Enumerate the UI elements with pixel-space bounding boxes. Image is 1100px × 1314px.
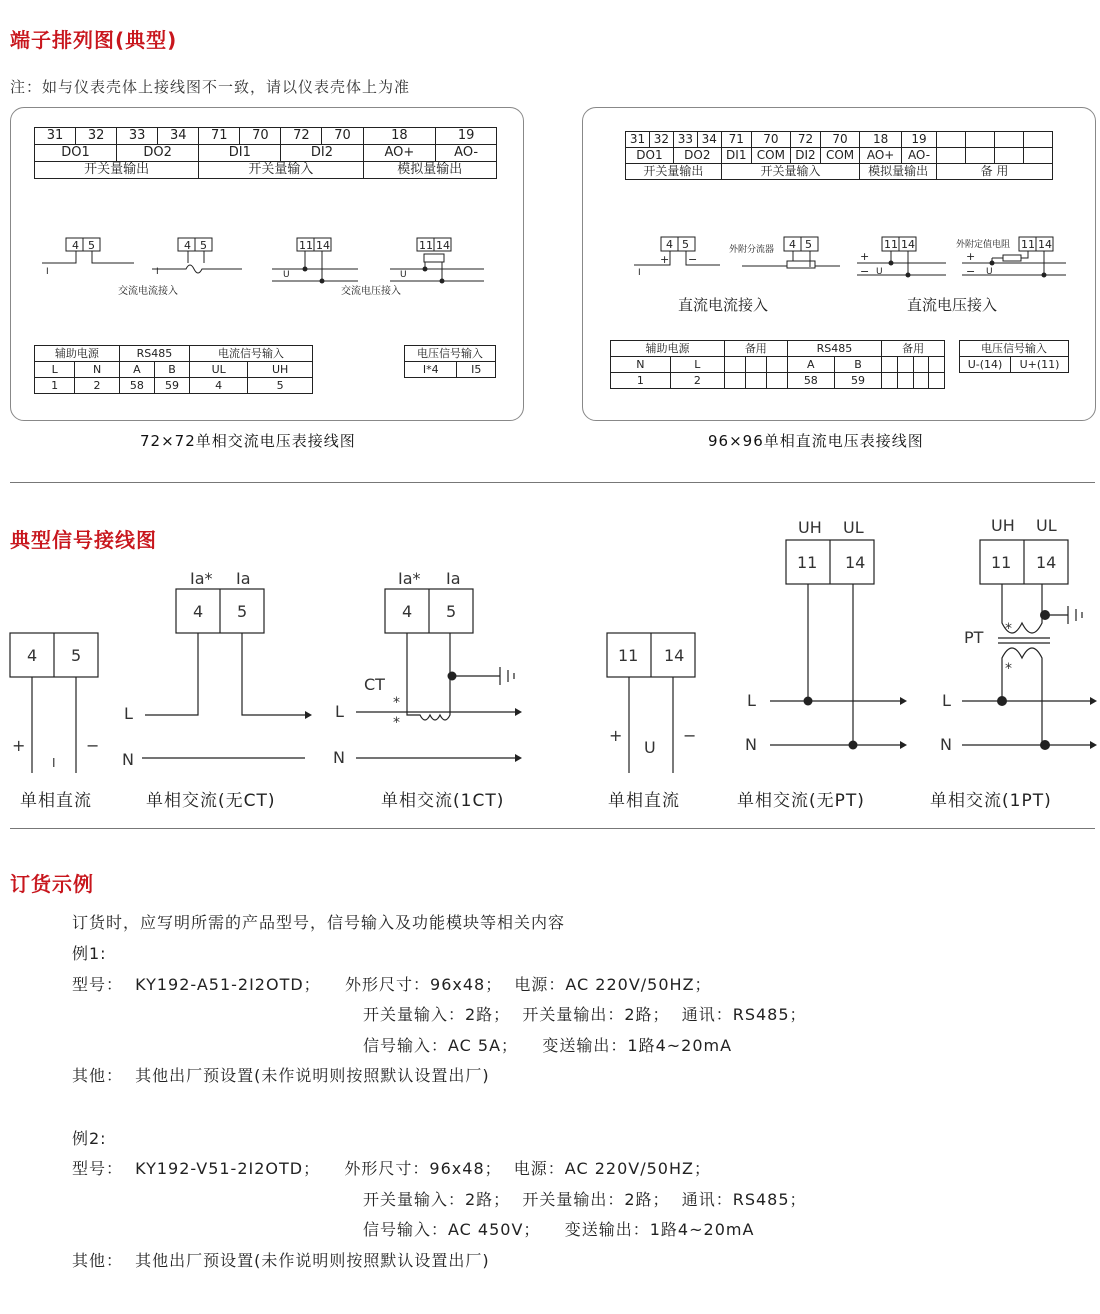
aux-cell: 5 bbox=[248, 378, 313, 394]
svg-text:+: + bbox=[12, 736, 26, 755]
terminal-name-ao-plus: AO+ bbox=[363, 145, 436, 162]
svg-text:N: N bbox=[122, 750, 134, 769]
aux-cell: 2 bbox=[75, 378, 119, 394]
svg-text:N: N bbox=[940, 735, 952, 754]
diagram-label-ac-no-pt: 单相交流(无PT) bbox=[737, 791, 865, 811]
panel1-aux-table bbox=[34, 345, 313, 394]
rs485-header: RS485 bbox=[787, 341, 881, 357]
section-title-terminals: 端子排列图(典型) bbox=[10, 28, 178, 52]
svg-text:11: 11 bbox=[618, 646, 639, 665]
panel2-caption: 96×96单相直流电压表接线图 bbox=[708, 432, 924, 450]
svg-text:5: 5 bbox=[805, 238, 812, 251]
example2-io-line: 开关量输入：2路； 开关量输出：2路； 通讯：RS485； bbox=[363, 1190, 807, 1209]
svg-text:N: N bbox=[333, 748, 345, 767]
svg-text:U: U bbox=[986, 267, 993, 277]
svg-text:CT: CT bbox=[364, 675, 385, 694]
terminal-spare bbox=[966, 132, 995, 148]
svg-text:+: + bbox=[860, 250, 870, 263]
voltage-cell: I5 bbox=[457, 362, 496, 378]
aux-power-header: 辅助电源 bbox=[35, 346, 120, 362]
terminal-72: 72 bbox=[281, 128, 322, 145]
svg-text:U: U bbox=[644, 738, 656, 757]
aux-cell: 4 bbox=[190, 378, 248, 394]
panel2-aux-table bbox=[610, 340, 945, 389]
aux-cell bbox=[766, 357, 787, 373]
p2-dc-voltage-label: 直流电压接入 bbox=[907, 296, 998, 314]
terminal-name-ao-plus: AO+ bbox=[860, 148, 902, 164]
d1-term-4: 4 bbox=[27, 646, 38, 665]
svg-text:4: 4 bbox=[402, 602, 413, 621]
aux-cell: UH bbox=[248, 362, 313, 378]
svg-text:4: 4 bbox=[789, 238, 796, 251]
order-intro: 订货时，应写明所需的产品型号，信号输入及功能模块等相关内容 bbox=[72, 913, 566, 932]
svg-text:*: * bbox=[1005, 621, 1012, 637]
svg-text:11: 11 bbox=[991, 553, 1012, 572]
aux-cell: 59 bbox=[834, 373, 881, 389]
divider bbox=[10, 828, 1095, 829]
voltage-cell: I*4 bbox=[405, 362, 457, 378]
spare-header-2: 备用 bbox=[882, 341, 945, 357]
svg-text:L: L bbox=[335, 702, 344, 721]
svg-text:4: 4 bbox=[193, 602, 204, 621]
terminal-name-do1: DO1 bbox=[626, 148, 674, 164]
terminal-spare bbox=[937, 132, 966, 148]
terminal-33: 33 bbox=[673, 132, 697, 148]
terminal-note: 注：如与仪表壳体上接线图不一致，请以仪表壳体上为准 bbox=[10, 78, 411, 96]
p1-ac-current-label: 交流电流接入 bbox=[118, 286, 178, 297]
aux-cell: B bbox=[834, 357, 881, 373]
svg-text:I: I bbox=[46, 267, 49, 277]
terminal-name-di2: DI2 bbox=[790, 148, 820, 164]
svg-text:11: 11 bbox=[299, 239, 313, 252]
diagram-label-dc-current: 单相直流 bbox=[20, 791, 92, 811]
example2-model-line: 型号： KY192-V51-2I2OTD； 外形尺寸：96x48； 电源：AC 220V/50HZ； bbox=[72, 1159, 711, 1178]
aux-cell bbox=[897, 357, 913, 373]
aux-cell: 1 bbox=[611, 373, 671, 389]
aux-cell bbox=[724, 373, 745, 389]
aux-cell: N bbox=[611, 357, 671, 373]
aux-cell bbox=[913, 357, 929, 373]
diagram-label-dc-voltage: 单相直流 bbox=[608, 791, 680, 811]
svg-text:*: * bbox=[393, 715, 400, 731]
d1-term-5: 5 bbox=[71, 646, 82, 665]
svg-text:5: 5 bbox=[682, 238, 689, 251]
svg-text:11: 11 bbox=[884, 238, 898, 251]
aux-cell: N bbox=[75, 362, 119, 378]
terminal-31: 31 bbox=[626, 132, 650, 148]
svg-text:14: 14 bbox=[436, 239, 450, 252]
aux-cell bbox=[882, 357, 898, 373]
panel2-terminal-table bbox=[625, 131, 1053, 180]
aux-cell bbox=[897, 373, 913, 389]
group-analog-output: 模拟量输出 bbox=[860, 164, 937, 180]
panel1-terminal-table bbox=[34, 127, 497, 179]
terminal-name-di2: DI2 bbox=[281, 145, 363, 162]
terminal-name-di1: DI1 bbox=[199, 145, 281, 162]
svg-text:Ia*: Ia* bbox=[398, 569, 421, 588]
terminal-spare bbox=[937, 148, 966, 164]
example1-signal-line: 信号输入：AC 5A； 变送输出：1路4~20mA bbox=[363, 1036, 733, 1055]
group-analog-output: 模拟量输出 bbox=[363, 162, 497, 179]
svg-text:L: L bbox=[747, 691, 756, 710]
group-spare: 备 用 bbox=[937, 164, 1053, 180]
terminal-70: 70 bbox=[240, 128, 281, 145]
example1-label: 例1: bbox=[72, 944, 107, 963]
svg-text:14: 14 bbox=[316, 239, 330, 252]
aux-power-header: 辅助电源 bbox=[611, 341, 725, 357]
example1-io-line: 开关量输入：2路； 开关量输出：2路； 通讯：RS485； bbox=[363, 1005, 807, 1024]
terminal-name-ao-minus: AO- bbox=[902, 148, 937, 164]
example1-other: 其他： 其他出厂预设置(未作说明则按照默认设置出厂) bbox=[72, 1066, 490, 1085]
aux-cell: L bbox=[35, 362, 75, 378]
terminal-name-di1: DI1 bbox=[721, 148, 751, 164]
terminal-34: 34 bbox=[697, 132, 721, 148]
panel2-voltage-table bbox=[959, 340, 1069, 373]
svg-text:Ia*: Ia* bbox=[190, 569, 213, 588]
svg-text:4: 4 bbox=[184, 239, 191, 252]
svg-text:5: 5 bbox=[237, 602, 248, 621]
terminal-spare bbox=[1024, 132, 1053, 148]
svg-text:UL: UL bbox=[843, 518, 864, 537]
terminal-name-com1: COM bbox=[751, 148, 790, 164]
voltage-input-header: 电压信号输入 bbox=[960, 341, 1069, 357]
panel2-wiring-svg bbox=[582, 225, 1094, 287]
svg-text:14: 14 bbox=[664, 646, 685, 665]
aux-cell bbox=[766, 373, 787, 389]
svg-text:UH: UH bbox=[798, 518, 822, 537]
aux-cell bbox=[724, 357, 745, 373]
svg-text:11: 11 bbox=[1021, 238, 1035, 251]
svg-text:11: 11 bbox=[797, 553, 818, 572]
terminal-spare bbox=[1024, 148, 1053, 164]
svg-text:4: 4 bbox=[72, 239, 79, 252]
spare-header: 备用 bbox=[724, 341, 787, 357]
panel1-voltage-table bbox=[404, 345, 496, 378]
aux-cell: 58 bbox=[787, 373, 834, 389]
p2-shunt-label: 外附分流器 bbox=[729, 245, 775, 255]
aux-cell bbox=[882, 373, 898, 389]
terminal-72: 72 bbox=[790, 132, 820, 148]
aux-cell bbox=[929, 357, 945, 373]
terminal-name-com2: COM bbox=[820, 148, 859, 164]
svg-text:UL: UL bbox=[1036, 516, 1057, 535]
terminal-name-do2: DO2 bbox=[673, 148, 721, 164]
example2-signal-line: 信号输入：AC 450V； 变送输出：1路4~20mA bbox=[363, 1220, 755, 1239]
svg-text:PT: PT bbox=[964, 628, 984, 647]
aux-cell bbox=[745, 373, 766, 389]
aux-cell: B bbox=[154, 362, 189, 378]
voltage-cell: U+(11) bbox=[1011, 357, 1069, 373]
terminal-name-do1: DO1 bbox=[35, 145, 117, 162]
panel1-wiring-svg bbox=[10, 225, 522, 305]
svg-text:I: I bbox=[52, 756, 56, 770]
terminal-71: 71 bbox=[721, 132, 751, 148]
svg-text:U: U bbox=[283, 270, 290, 280]
terminal-33: 33 bbox=[117, 128, 158, 145]
aux-cell: L bbox=[670, 357, 724, 373]
svg-text:*: * bbox=[1005, 661, 1012, 677]
terminal-71: 71 bbox=[199, 128, 240, 145]
section-title-order: 订货示例 bbox=[10, 872, 94, 896]
aux-cell: A bbox=[787, 357, 834, 373]
svg-text:I: I bbox=[156, 267, 159, 277]
svg-text:I: I bbox=[638, 268, 641, 278]
group-switch-input: 开关量输入 bbox=[721, 164, 859, 180]
svg-text:11: 11 bbox=[419, 239, 433, 252]
example1-model-line: 型号： KY192-A51-2I2OTD； 外形尺寸：96x48； 电源：AC 220V/50HZ； bbox=[72, 975, 712, 994]
terminal-spare bbox=[995, 132, 1024, 148]
terminal-34: 34 bbox=[158, 128, 199, 145]
svg-text:U: U bbox=[876, 267, 883, 277]
aux-cell: A bbox=[119, 362, 154, 378]
aux-cell bbox=[913, 373, 929, 389]
current-input-header: 电流信号输入 bbox=[190, 346, 313, 362]
svg-text:UH: UH bbox=[991, 516, 1015, 535]
p1-ac-voltage-label: 交流电压接入 bbox=[341, 286, 401, 297]
svg-text:L: L bbox=[124, 704, 133, 723]
svg-text:−: − bbox=[966, 265, 976, 278]
svg-text:−: − bbox=[86, 736, 100, 755]
svg-text:4: 4 bbox=[666, 238, 673, 251]
aux-cell: 2 bbox=[670, 373, 724, 389]
voltage-cell: U-(14) bbox=[960, 357, 1011, 373]
terminal-name-do2: DO2 bbox=[117, 145, 199, 162]
svg-text:5: 5 bbox=[446, 602, 457, 621]
aux-cell: 1 bbox=[35, 378, 75, 394]
signal-wiring-svg bbox=[0, 505, 1100, 780]
svg-text:Ia: Ia bbox=[446, 569, 461, 588]
aux-cell bbox=[929, 373, 945, 389]
terminal-70b: 70 bbox=[820, 132, 859, 148]
svg-text:−: − bbox=[688, 253, 698, 266]
terminal-32: 32 bbox=[649, 132, 673, 148]
rs485-header: RS485 bbox=[119, 346, 189, 362]
svg-text:14: 14 bbox=[1036, 553, 1057, 572]
diagram-label-ac-1ct: 单相交流(1CT) bbox=[381, 791, 505, 811]
terminal-spare bbox=[966, 148, 995, 164]
terminal-70: 70 bbox=[751, 132, 790, 148]
terminal-spare bbox=[995, 148, 1024, 164]
svg-text:Ia: Ia bbox=[236, 569, 251, 588]
aux-cell: 59 bbox=[154, 378, 189, 394]
aux-cell: UL bbox=[190, 362, 248, 378]
voltage-input-header: 电压信号输入 bbox=[405, 346, 496, 362]
svg-text:+: + bbox=[966, 250, 976, 263]
terminal-19: 19 bbox=[436, 128, 497, 145]
terminal-70b: 70 bbox=[322, 128, 363, 145]
svg-text:14: 14 bbox=[845, 553, 866, 572]
section-title-signal-wiring: 典型信号接线图 bbox=[10, 528, 157, 552]
divider bbox=[10, 482, 1095, 483]
svg-text:U: U bbox=[400, 270, 407, 280]
terminal-18: 18 bbox=[363, 128, 436, 145]
terminal-32: 32 bbox=[76, 128, 117, 145]
group-switch-output: 开关量输出 bbox=[35, 162, 199, 179]
svg-text:+: + bbox=[609, 726, 623, 745]
aux-cell bbox=[745, 357, 766, 373]
svg-text:−: − bbox=[683, 726, 697, 745]
p2-resistor-label: 外附定值电阻 bbox=[956, 240, 1011, 250]
panel1-caption: 72×72单相交流电压表接线图 bbox=[140, 432, 356, 450]
diagram-label-ac-no-ct: 单相交流(无CT) bbox=[146, 791, 276, 811]
terminal-19: 19 bbox=[902, 132, 937, 148]
diagram-label-ac-1pt: 单相交流(1PT) bbox=[930, 791, 1052, 811]
svg-text:14: 14 bbox=[901, 238, 915, 251]
svg-text:*: * bbox=[393, 695, 400, 711]
svg-text:5: 5 bbox=[88, 239, 95, 252]
group-switch-input: 开关量输入 bbox=[199, 162, 363, 179]
terminal-31: 31 bbox=[35, 128, 76, 145]
p2-dc-current-label: 直流电流接入 bbox=[678, 296, 769, 314]
svg-text:5: 5 bbox=[200, 239, 207, 252]
svg-text:L: L bbox=[942, 691, 951, 710]
svg-text:+: + bbox=[660, 253, 670, 266]
example2-label: 例2: bbox=[72, 1129, 107, 1148]
svg-text:N: N bbox=[745, 735, 757, 754]
svg-text:14: 14 bbox=[1038, 238, 1052, 251]
aux-cell: 58 bbox=[119, 378, 154, 394]
terminal-18: 18 bbox=[860, 132, 902, 148]
svg-text:−: − bbox=[860, 265, 870, 278]
terminal-name-ao-minus: AO- bbox=[436, 145, 497, 162]
example2-other: 其他： 其他出厂预设置(未作说明则按照默认设置出厂) bbox=[72, 1251, 490, 1270]
group-switch-output: 开关量输出 bbox=[626, 164, 722, 180]
